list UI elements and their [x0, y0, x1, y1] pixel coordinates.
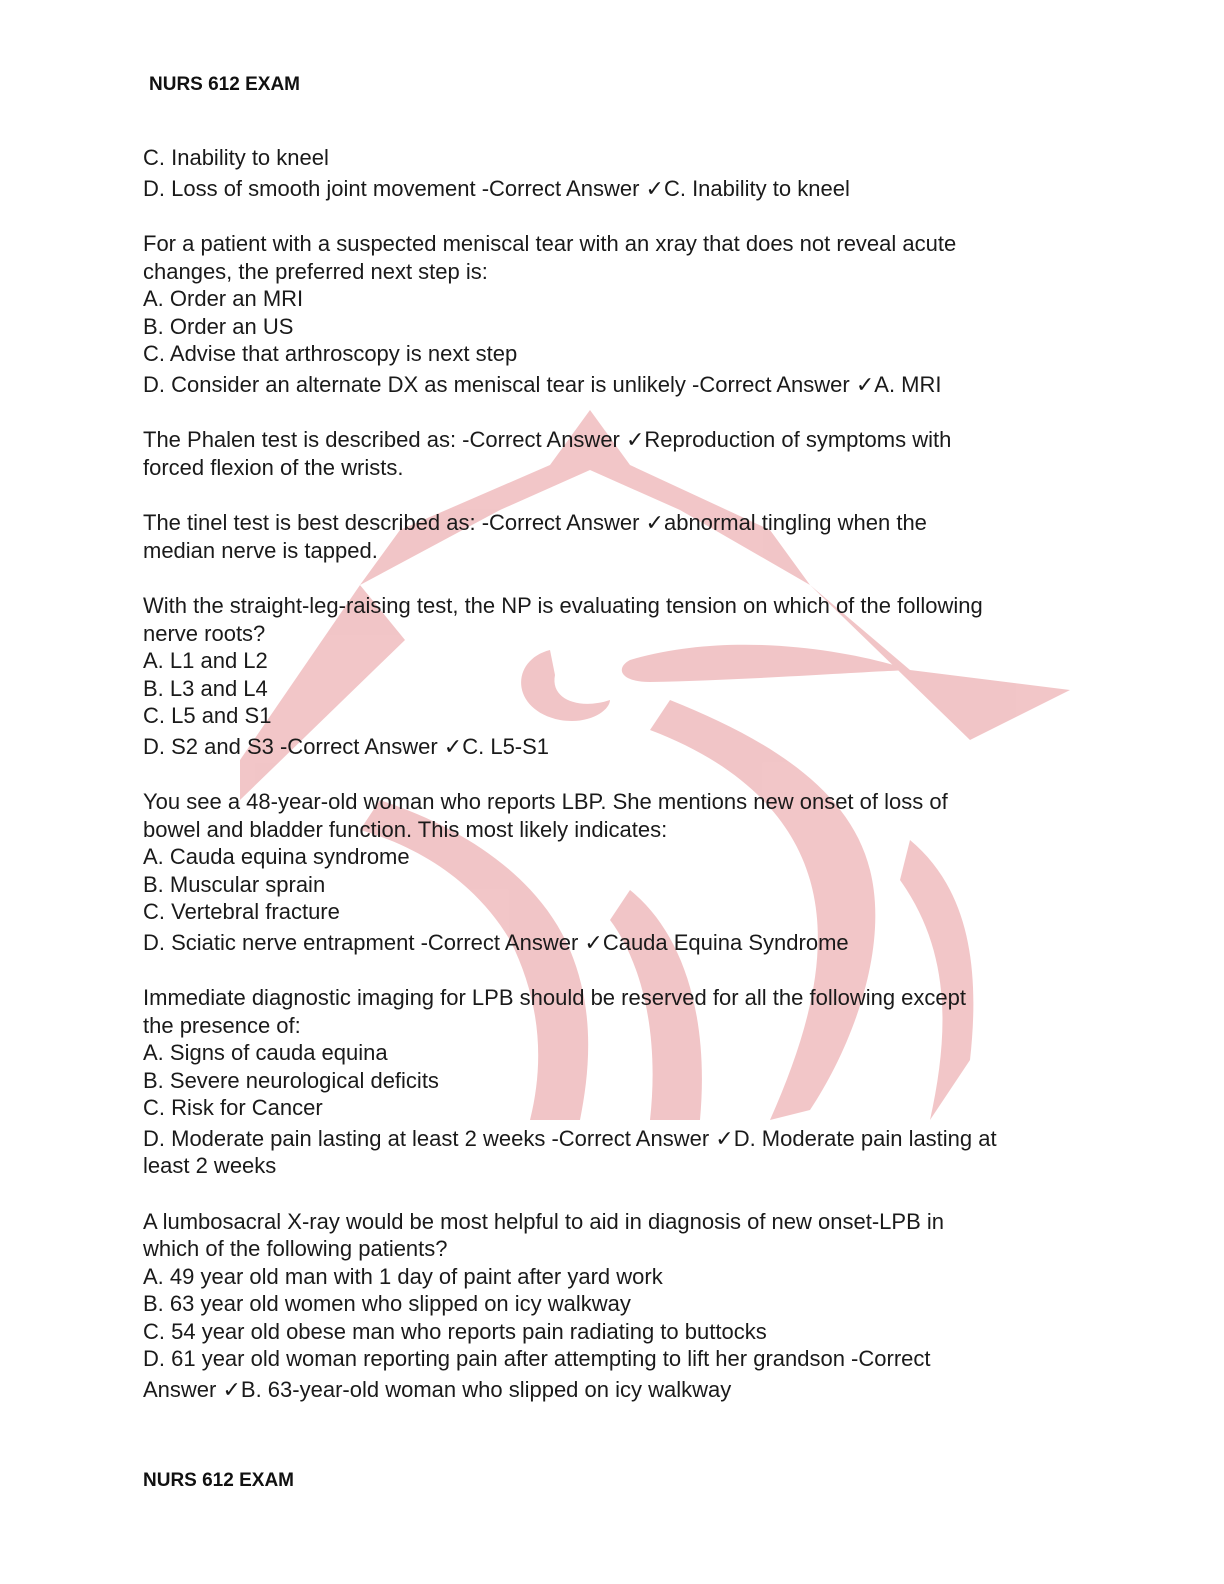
question-block	[143, 426, 1083, 481]
answer-option: A. Signs of cauda equina	[143, 1040, 388, 1065]
answer-option: C. Inability to kneel	[143, 145, 329, 170]
question-block	[143, 230, 1083, 398]
answer-option: C. Vertebral fracture	[143, 899, 340, 924]
correct-answer-line: D. Loss of smooth joint movement -Correct Answer ✓C. Inability to kneel	[143, 175, 850, 201]
question-text: median nerve is tapped.	[143, 537, 378, 563]
answer-option: C. Risk for Cancer	[143, 1095, 323, 1120]
question-text: With the straight-leg-raising test, the NP is evaluating tension on which of the following	[143, 593, 983, 618]
question-block	[143, 984, 1083, 1180]
correct-answer-line: D. S2 and S3 -Correct Answer ✓C. L5-S1	[143, 733, 550, 759]
answer-option: B. Order an US	[143, 313, 294, 339]
answer-option: A. 49 year old man with 1 day of paint after yard work	[143, 1263, 663, 1289]
question-text: A lumbosacral X-ray would be most helpful to aid in diagnosis of new onset-LPB in	[143, 1208, 944, 1234]
correct-answer-line: least 2 weeks	[143, 1153, 277, 1178]
correct-answer-line: Answer ✓B. 63-year-old woman who slipped on icy walkway	[143, 1376, 732, 1402]
question-text: The tinel test is best described as: -Correct Answer ✓abnormal tingling when the	[143, 510, 927, 535]
question-text: nerve roots?	[143, 620, 266, 646]
question-text: which of the following patients?	[143, 1236, 448, 1261]
question-block	[143, 788, 1083, 956]
answer-option: C. Advise that arthroscopy is next step	[143, 341, 518, 366]
answer-option: B. 63 year old women who slipped on icy walkway	[143, 1291, 631, 1316]
question-text: The Phalen test is described as: -Correct Answer ✓Reproduction of symptoms with	[143, 427, 952, 452]
answer-option: B. Severe neurological deficits	[143, 1067, 439, 1093]
correct-answer-line: D. Sciatic nerve entrapment -Correct Answer ✓Cauda Equina Syndrome	[143, 929, 849, 955]
question-block	[143, 144, 1083, 202]
correct-answer-line: D. Moderate pain lasting at least 2 weeks -Correct Answer ✓D. Moderate pain lasting at	[143, 1125, 997, 1151]
exam-content	[143, 144, 1083, 1431]
page-header-title: NURS 612 EXAM	[149, 74, 300, 95]
answer-option: D. 61 year old woman reporting pain after attempting to lift her grandson -Correct	[143, 1346, 931, 1371]
question-text: For a patient with a suspected meniscal tear with an xray that does not reveal acute	[143, 231, 957, 256]
answer-option: B. Muscular sprain	[143, 871, 326, 897]
question-text: forced flexion of the wrists.	[143, 454, 404, 480]
question-block	[143, 509, 1083, 564]
answer-option: A. Cauda equina syndrome	[143, 844, 410, 869]
correct-answer-line: D. Consider an alternate DX as meniscal tear is unlikely -Correct Answer ✓A. MRI	[143, 371, 942, 397]
answer-option: C. 54 year old obese man who reports pain radiating to buttocks	[143, 1318, 767, 1344]
page-footer-title: NURS 612 EXAM	[143, 1470, 294, 1491]
question-text: changes, the preferred next step is:	[143, 258, 488, 284]
answer-option: A. L1 and L2	[143, 648, 268, 673]
answer-option: A. Order an MRI	[143, 286, 304, 311]
question-block	[143, 1208, 1083, 1404]
question-text: You see a 48-year-old woman who reports LBP. She mentions new onset of loss of	[143, 789, 948, 814]
answer-option: C. L5 and S1	[143, 703, 272, 728]
answer-option: B. L3 and L4	[143, 675, 268, 701]
question-text: Immediate diagnostic imaging for LPB should be reserved for all the following except	[143, 985, 967, 1010]
question-text: the presence of:	[143, 1012, 301, 1038]
question-block	[143, 592, 1083, 760]
question-text: bowel and bladder function. This most likely indicates:	[143, 816, 668, 842]
